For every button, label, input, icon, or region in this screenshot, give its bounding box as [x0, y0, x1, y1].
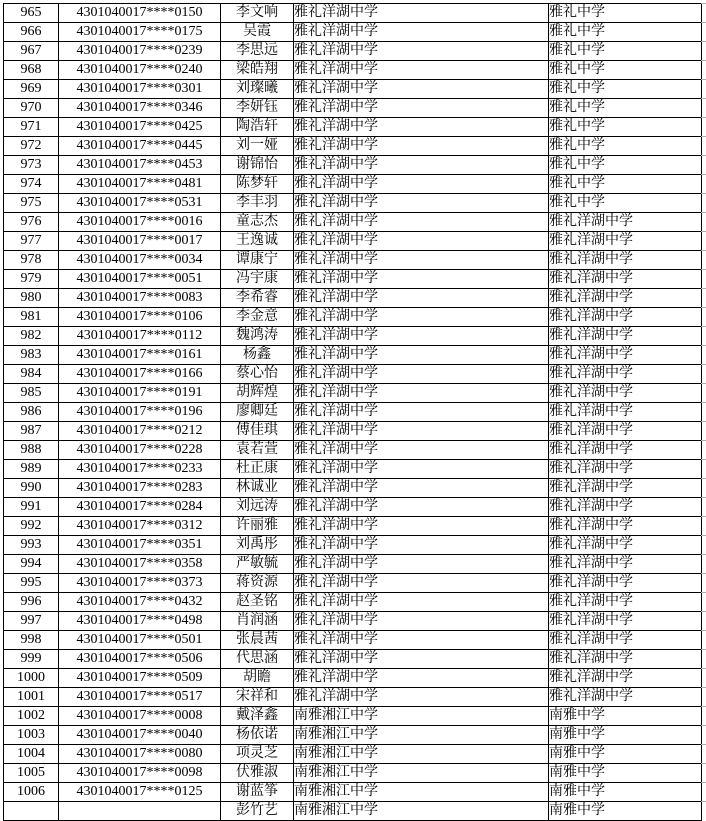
table-row	[4, 270, 702, 289]
cell-row-number[interactable]: 986	[4, 403, 59, 422]
cell-graduate-school[interactable]: 雅礼洋湖中学	[294, 99, 549, 118]
cell-admitted-school[interactable]: 雅礼洋湖中学	[549, 669, 702, 688]
cell-admitted-school[interactable]: 雅礼洋湖中学	[549, 688, 702, 707]
cell-exam-id[interactable]: 4301040017****0498	[59, 612, 221, 631]
table-row	[4, 194, 702, 213]
cell-admitted-school[interactable]: 雅礼洋湖中学	[549, 441, 702, 460]
cell-admitted-school[interactable]: 雅礼洋湖中学	[549, 612, 702, 631]
cell-student-name[interactable]: 彭竹艺	[221, 802, 294, 821]
table-row	[4, 612, 702, 631]
cell-exam-id[interactable]: 4301040017****0301	[59, 80, 221, 99]
cell-row-number[interactable]: 993	[4, 536, 59, 555]
cell-row-number[interactable]: 992	[4, 517, 59, 536]
cell-admitted-school[interactable]: 雅礼洋湖中学	[549, 479, 702, 498]
cell-row-number[interactable]: 966	[4, 23, 59, 42]
cell-graduate-school[interactable]: 雅礼洋湖中学	[294, 631, 549, 650]
table-row	[4, 384, 702, 403]
table-row	[4, 479, 702, 498]
cell-graduate-school[interactable]: 雅礼洋湖中学	[294, 479, 549, 498]
table-row	[4, 232, 702, 251]
table-row	[4, 688, 702, 707]
cell-row-number[interactable]: 974	[4, 175, 59, 194]
cell-graduate-school[interactable]: 南雅湘江中学	[294, 726, 549, 745]
cell-student-name[interactable]: 代思涵	[221, 650, 294, 669]
cell-graduate-school[interactable]: 雅礼洋湖中学	[294, 365, 549, 384]
cell-admitted-school[interactable]: 雅礼洋湖中学	[549, 574, 702, 593]
cell-student-name[interactable]: 谭康宁	[221, 251, 294, 270]
cell-admitted-school[interactable]: 雅礼洋湖中学	[549, 536, 702, 555]
table-row	[4, 99, 702, 118]
cell-admitted-school[interactable]: 雅礼洋湖中学	[549, 346, 702, 365]
cell-student-name[interactable]: 吴霞	[221, 23, 294, 42]
cell-exam-id[interactable]: 4301040017****0112	[59, 327, 221, 346]
cell-exam-id[interactable]: 4301040017****0240	[59, 61, 221, 80]
cell-exam-id[interactable]: 4301040017****0212	[59, 422, 221, 441]
cell-row-number[interactable]: 973	[4, 156, 59, 175]
cell-admitted-school[interactable]: 雅礼洋湖中学	[549, 384, 702, 403]
cell-student-name[interactable]: 伏雅淑	[221, 764, 294, 783]
cell-row-number[interactable]: 1001	[4, 688, 59, 707]
cell-exam-id[interactable]: 4301040017****0312	[59, 517, 221, 536]
cell-student-name[interactable]: 王逸诚	[221, 232, 294, 251]
cell-graduate-school[interactable]: 雅礼洋湖中学	[294, 4, 549, 23]
cell-exam-id[interactable]: 4301040017****0432	[59, 593, 221, 612]
cell-graduate-school[interactable]: 雅礼洋湖中学	[294, 346, 549, 365]
admission-roster-table	[3, 3, 702, 821]
cell-exam-id[interactable]: 4301040017****0239	[59, 42, 221, 61]
cell-graduate-school[interactable]: 南雅湘江中学	[294, 783, 549, 802]
cell-admitted-school[interactable]: 南雅中学	[549, 745, 702, 764]
cell-exam-id[interactable]: 4301040017****0283	[59, 479, 221, 498]
table-row	[4, 4, 702, 23]
cell-admitted-school[interactable]: 南雅中学	[549, 726, 702, 745]
cell-row-number[interactable]: 985	[4, 384, 59, 403]
table-row	[4, 156, 702, 175]
cell-row-number[interactable]: 970	[4, 99, 59, 118]
table-row	[4, 422, 702, 441]
table-row	[4, 441, 702, 460]
table-row	[4, 593, 702, 612]
cell-row-number[interactable]	[4, 802, 59, 821]
cell-admitted-school[interactable]: 雅礼中学	[549, 175, 702, 194]
cell-student-name[interactable]: 谢锦怡	[221, 156, 294, 175]
cell-exam-id[interactable]: 4301040017****0453	[59, 156, 221, 175]
cell-student-name[interactable]: 李丰羽	[221, 194, 294, 213]
cell-student-name[interactable]: 张晨茜	[221, 631, 294, 650]
table-row	[4, 574, 702, 593]
cell-student-name[interactable]: 刘璨曦	[221, 80, 294, 99]
cell-row-number[interactable]: 981	[4, 308, 59, 327]
cell-student-name[interactable]: 刘禹彤	[221, 536, 294, 555]
cell-row-number[interactable]: 1005	[4, 764, 59, 783]
cell-student-name[interactable]: 李妍钰	[221, 99, 294, 118]
cell-graduate-school[interactable]: 雅礼洋湖中学	[294, 118, 549, 137]
cell-graduate-school[interactable]: 雅礼洋湖中学	[294, 61, 549, 80]
cell-graduate-school[interactable]: 雅礼洋湖中学	[294, 194, 549, 213]
cell-graduate-school[interactable]: 雅礼洋湖中学	[294, 270, 549, 289]
cell-student-name[interactable]: 严敏毓	[221, 555, 294, 574]
table-row	[4, 327, 702, 346]
cell-row-number[interactable]: 1002	[4, 707, 59, 726]
cell-admitted-school[interactable]: 雅礼中学	[549, 194, 702, 213]
cell-row-number[interactable]: 991	[4, 498, 59, 517]
table-row	[4, 213, 702, 232]
cell-row-number[interactable]: 980	[4, 289, 59, 308]
cell-row-number[interactable]: 1000	[4, 669, 59, 688]
cell-student-name[interactable]: 蔡心怡	[221, 365, 294, 384]
cell-student-name[interactable]: 戴泽鑫	[221, 707, 294, 726]
cell-row-number[interactable]: 968	[4, 61, 59, 80]
cell-graduate-school[interactable]: 雅礼洋湖中学	[294, 536, 549, 555]
cell-row-number[interactable]: 976	[4, 213, 59, 232]
cell-row-number[interactable]: 1003	[4, 726, 59, 745]
cell-row-number[interactable]: 994	[4, 555, 59, 574]
table-row	[4, 669, 702, 688]
cell-row-number[interactable]: 987	[4, 422, 59, 441]
cell-graduate-school[interactable]: 雅礼洋湖中学	[294, 612, 549, 631]
table-row	[4, 802, 702, 821]
cell-exam-id[interactable]: 4301040017****0106	[59, 308, 221, 327]
cell-graduate-school[interactable]: 雅礼洋湖中学	[294, 460, 549, 479]
table-row	[4, 365, 702, 384]
table-row	[4, 631, 702, 650]
cell-exam-id[interactable]: 4301040017****0008	[59, 707, 221, 726]
cell-graduate-school[interactable]: 雅礼洋湖中学	[294, 80, 549, 99]
cell-row-number[interactable]: 999	[4, 650, 59, 669]
table-row	[4, 23, 702, 42]
cell-row-number[interactable]: 977	[4, 232, 59, 251]
cell-graduate-school[interactable]: 南雅湘江中学	[294, 707, 549, 726]
table-row	[4, 308, 702, 327]
cell-graduate-school[interactable]: 雅礼洋湖中学	[294, 555, 549, 574]
cell-student-name[interactable]: 宋祥和	[221, 688, 294, 707]
cell-admitted-school[interactable]: 雅礼中学	[549, 80, 702, 99]
cell-student-name[interactable]: 廖卿廷	[221, 403, 294, 422]
cell-row-number[interactable]: 990	[4, 479, 59, 498]
cell-admitted-school[interactable]: 雅礼洋湖中学	[549, 308, 702, 327]
cell-student-name[interactable]: 李金意	[221, 308, 294, 327]
cell-exam-id[interactable]: 4301040017****0228	[59, 441, 221, 460]
table-row	[4, 346, 702, 365]
cell-row-number[interactable]: 971	[4, 118, 59, 137]
cell-graduate-school[interactable]: 雅礼洋湖中学	[294, 574, 549, 593]
cell-admitted-school[interactable]: 雅礼洋湖中学	[549, 460, 702, 479]
cell-row-number[interactable]: 983	[4, 346, 59, 365]
cell-row-number[interactable]: 989	[4, 460, 59, 479]
cell-graduate-school[interactable]: 南雅湘江中学	[294, 745, 549, 764]
cell-graduate-school[interactable]: 雅礼洋湖中学	[294, 422, 549, 441]
table-row	[4, 175, 702, 194]
cell-graduate-school[interactable]: 雅礼洋湖中学	[294, 384, 549, 403]
table-row	[4, 289, 702, 308]
cell-admitted-school[interactable]: 雅礼中学	[549, 118, 702, 137]
cell-exam-id[interactable]: 4301040017****0284	[59, 498, 221, 517]
cell-row-number[interactable]: 967	[4, 42, 59, 61]
table-row	[4, 118, 702, 137]
cell-student-name[interactable]: 林诚业	[221, 479, 294, 498]
cell-exam-id[interactable]: 4301040017****0080	[59, 745, 221, 764]
cell-admitted-school[interactable]: 雅礼洋湖中学	[549, 270, 702, 289]
cell-admitted-school[interactable]: 雅礼洋湖中学	[549, 251, 702, 270]
table-row	[4, 783, 702, 802]
spreadsheet-gridline-stubs	[701, 3, 706, 805]
cell-admitted-school[interactable]: 雅礼洋湖中学	[549, 403, 702, 422]
cell-graduate-school[interactable]: 雅礼洋湖中学	[294, 251, 549, 270]
cell-admitted-school[interactable]: 雅礼洋湖中学	[549, 232, 702, 251]
table-row	[4, 536, 702, 555]
table-row	[4, 707, 702, 726]
cell-admitted-school[interactable]: 雅礼洋湖中学	[549, 289, 702, 308]
cell-row-number[interactable]: 965	[4, 4, 59, 23]
cell-graduate-school[interactable]: 雅礼洋湖中学	[294, 650, 549, 669]
cell-exam-id[interactable]: 4301040017****0509	[59, 669, 221, 688]
cell-admitted-school[interactable]: 南雅中学	[549, 707, 702, 726]
cell-graduate-school[interactable]: 雅礼洋湖中学	[294, 517, 549, 536]
cell-student-name[interactable]: 谢蓝筝	[221, 783, 294, 802]
cell-row-number[interactable]: 1006	[4, 783, 59, 802]
cell-admitted-school[interactable]: 雅礼中学	[549, 61, 702, 80]
cell-graduate-school[interactable]: 雅礼洋湖中学	[294, 213, 549, 232]
table-row	[4, 80, 702, 99]
cell-exam-id[interactable]: 4301040017****0358	[59, 555, 221, 574]
cell-admitted-school[interactable]: 雅礼洋湖中学	[549, 593, 702, 612]
cell-admitted-school[interactable]: 雅礼中学	[549, 4, 702, 23]
cell-admitted-school[interactable]: 雅礼中学	[549, 42, 702, 61]
cell-exam-id[interactable]: 4301040017****0034	[59, 251, 221, 270]
cell-admitted-school[interactable]: 南雅中学	[549, 764, 702, 783]
cell-exam-id[interactable]: 4301040017****0501	[59, 631, 221, 650]
cell-admitted-school[interactable]: 南雅中学	[549, 802, 702, 821]
table-row	[4, 403, 702, 422]
cell-exam-id[interactable]: 4301040017****0506	[59, 650, 221, 669]
cell-exam-id[interactable]: 4301040017****0161	[59, 346, 221, 365]
cell-exam-id[interactable]: 4301040017****0517	[59, 688, 221, 707]
cell-row-number[interactable]: 984	[4, 365, 59, 384]
cell-student-name[interactable]: 李思远	[221, 42, 294, 61]
cell-graduate-school[interactable]: 雅礼洋湖中学	[294, 593, 549, 612]
cell-admitted-school[interactable]: 南雅中学	[549, 783, 702, 802]
table-row	[4, 61, 702, 80]
table-row	[4, 555, 702, 574]
cell-student-name[interactable]: 魏鸿涛	[221, 327, 294, 346]
cell-admitted-school[interactable]: 雅礼洋湖中学	[549, 517, 702, 536]
cell-exam-id[interactable]: 4301040017****0233	[59, 460, 221, 479]
cell-exam-id[interactable]: 4301040017****0351	[59, 536, 221, 555]
cell-admitted-school[interactable]: 雅礼洋湖中学	[549, 555, 702, 574]
cell-student-name[interactable]: 李文响	[221, 4, 294, 23]
cell-exam-id[interactable]: 4301040017****0017	[59, 232, 221, 251]
cell-exam-id[interactable]: 4301040017****0373	[59, 574, 221, 593]
cell-admitted-school[interactable]: 雅礼洋湖中学	[549, 327, 702, 346]
table-row	[4, 251, 702, 270]
cell-student-name[interactable]: 童志杰	[221, 213, 294, 232]
cell-student-name[interactable]: 杨鑫	[221, 346, 294, 365]
cell-student-name[interactable]: 项灵芝	[221, 745, 294, 764]
cell-graduate-school[interactable]: 雅礼洋湖中学	[294, 175, 549, 194]
cell-student-name[interactable]: 胡辉煌	[221, 384, 294, 403]
cell-admitted-school[interactable]: 雅礼中学	[549, 156, 702, 175]
cell-graduate-school[interactable]: 雅礼洋湖中学	[294, 498, 549, 517]
cell-student-name[interactable]: 刘远涛	[221, 498, 294, 517]
cell-row-number[interactable]: 996	[4, 593, 59, 612]
cell-row-number[interactable]: 998	[4, 631, 59, 650]
cell-student-name[interactable]: 冯宇康	[221, 270, 294, 289]
cell-graduate-school[interactable]: 雅礼洋湖中学	[294, 289, 549, 308]
cell-exam-id[interactable]: 4301040017****0346	[59, 99, 221, 118]
cell-exam-id[interactable]: 4301040017****0083	[59, 289, 221, 308]
cell-admitted-school[interactable]: 雅礼中学	[549, 23, 702, 42]
cell-exam-id[interactable]: 4301040017****0445	[59, 137, 221, 156]
cell-exam-id[interactable]: 4301040017****0051	[59, 270, 221, 289]
cell-row-number[interactable]: 995	[4, 574, 59, 593]
table-row	[4, 137, 702, 156]
cell-student-name[interactable]: 杨依诺	[221, 726, 294, 745]
cell-admitted-school[interactable]: 雅礼洋湖中学	[549, 422, 702, 441]
cell-graduate-school[interactable]: 雅礼洋湖中学	[294, 669, 549, 688]
cell-graduate-school[interactable]: 雅礼洋湖中学	[294, 441, 549, 460]
cell-graduate-school[interactable]: 雅礼洋湖中学	[294, 403, 549, 422]
cell-exam-id[interactable]: 4301040017****0425	[59, 118, 221, 137]
table-row	[4, 498, 702, 517]
cell-exam-id[interactable]	[59, 802, 221, 821]
cell-admitted-school[interactable]: 雅礼中学	[549, 99, 702, 118]
cell-exam-id[interactable]: 4301040017****0098	[59, 764, 221, 783]
cell-row-number[interactable]: 1004	[4, 745, 59, 764]
cell-exam-id[interactable]: 4301040017****0125	[59, 783, 221, 802]
cell-student-name[interactable]: 肖润涵	[221, 612, 294, 631]
cell-row-number[interactable]: 988	[4, 441, 59, 460]
table-row	[4, 650, 702, 669]
cell-graduate-school[interactable]: 雅礼洋湖中学	[294, 232, 549, 251]
cell-student-name[interactable]: 蒋资源	[221, 574, 294, 593]
cell-row-number[interactable]: 982	[4, 327, 59, 346]
cell-row-number[interactable]: 975	[4, 194, 59, 213]
table-row	[4, 726, 702, 745]
cell-student-name[interactable]: 袁若萱	[221, 441, 294, 460]
cell-exam-id[interactable]: 4301040017****0481	[59, 175, 221, 194]
cell-exam-id[interactable]: 4301040017****0040	[59, 726, 221, 745]
cell-graduate-school[interactable]: 雅礼洋湖中学	[294, 688, 549, 707]
cell-admitted-school[interactable]: 雅礼洋湖中学	[549, 365, 702, 384]
cell-graduate-school[interactable]: 雅礼洋湖中学	[294, 156, 549, 175]
cell-student-name[interactable]: 梁皓翔	[221, 61, 294, 80]
cell-row-number[interactable]: 978	[4, 251, 59, 270]
cell-row-number[interactable]: 972	[4, 137, 59, 156]
admission-roster-table-body	[4, 4, 702, 821]
cell-graduate-school[interactable]: 南雅湘江中学	[294, 764, 549, 783]
cell-admitted-school[interactable]: 雅礼洋湖中学	[549, 213, 702, 232]
cell-exam-id[interactable]: 4301040017****0150	[59, 4, 221, 23]
cell-graduate-school[interactable]: 南雅湘江中学	[294, 802, 549, 821]
cell-student-name[interactable]: 胡瞻	[221, 669, 294, 688]
cell-row-number[interactable]: 979	[4, 270, 59, 289]
cell-student-name[interactable]: 赵圣铭	[221, 593, 294, 612]
cell-student-name[interactable]: 杜正康	[221, 460, 294, 479]
cell-row-number[interactable]: 997	[4, 612, 59, 631]
cell-student-name[interactable]: 陶浩轩	[221, 118, 294, 137]
cell-exam-id[interactable]: 4301040017****0531	[59, 194, 221, 213]
cell-row-number[interactable]: 969	[4, 80, 59, 99]
cell-admitted-school[interactable]: 雅礼洋湖中学	[549, 631, 702, 650]
cell-student-name[interactable]: 陈梦轩	[221, 175, 294, 194]
table-row	[4, 517, 702, 536]
cell-exam-id[interactable]: 4301040017****0016	[59, 213, 221, 232]
cell-student-name[interactable]: 傅佳琪	[221, 422, 294, 441]
cell-exam-id[interactable]: 4301040017****0175	[59, 23, 221, 42]
cell-graduate-school[interactable]: 雅礼洋湖中学	[294, 327, 549, 346]
cell-student-name[interactable]: 刘一娅	[221, 137, 294, 156]
cell-exam-id[interactable]: 4301040017****0196	[59, 403, 221, 422]
cell-admitted-school[interactable]: 雅礼洋湖中学	[549, 498, 702, 517]
table-row	[4, 460, 702, 479]
cell-admitted-school[interactable]: 雅礼洋湖中学	[549, 650, 702, 669]
cell-exam-id[interactable]: 4301040017****0191	[59, 384, 221, 403]
cell-student-name[interactable]: 许丽雅	[221, 517, 294, 536]
cell-graduate-school[interactable]: 雅礼洋湖中学	[294, 42, 549, 61]
cell-admitted-school[interactable]: 雅礼中学	[549, 137, 702, 156]
cell-exam-id[interactable]: 4301040017****0166	[59, 365, 221, 384]
cell-graduate-school[interactable]: 雅礼洋湖中学	[294, 23, 549, 42]
table-row	[4, 745, 702, 764]
table-row	[4, 764, 702, 783]
cell-student-name[interactable]: 李希睿	[221, 289, 294, 308]
table-row	[4, 42, 702, 61]
cell-graduate-school[interactable]: 雅礼洋湖中学	[294, 137, 549, 156]
cell-graduate-school[interactable]: 雅礼洋湖中学	[294, 308, 549, 327]
